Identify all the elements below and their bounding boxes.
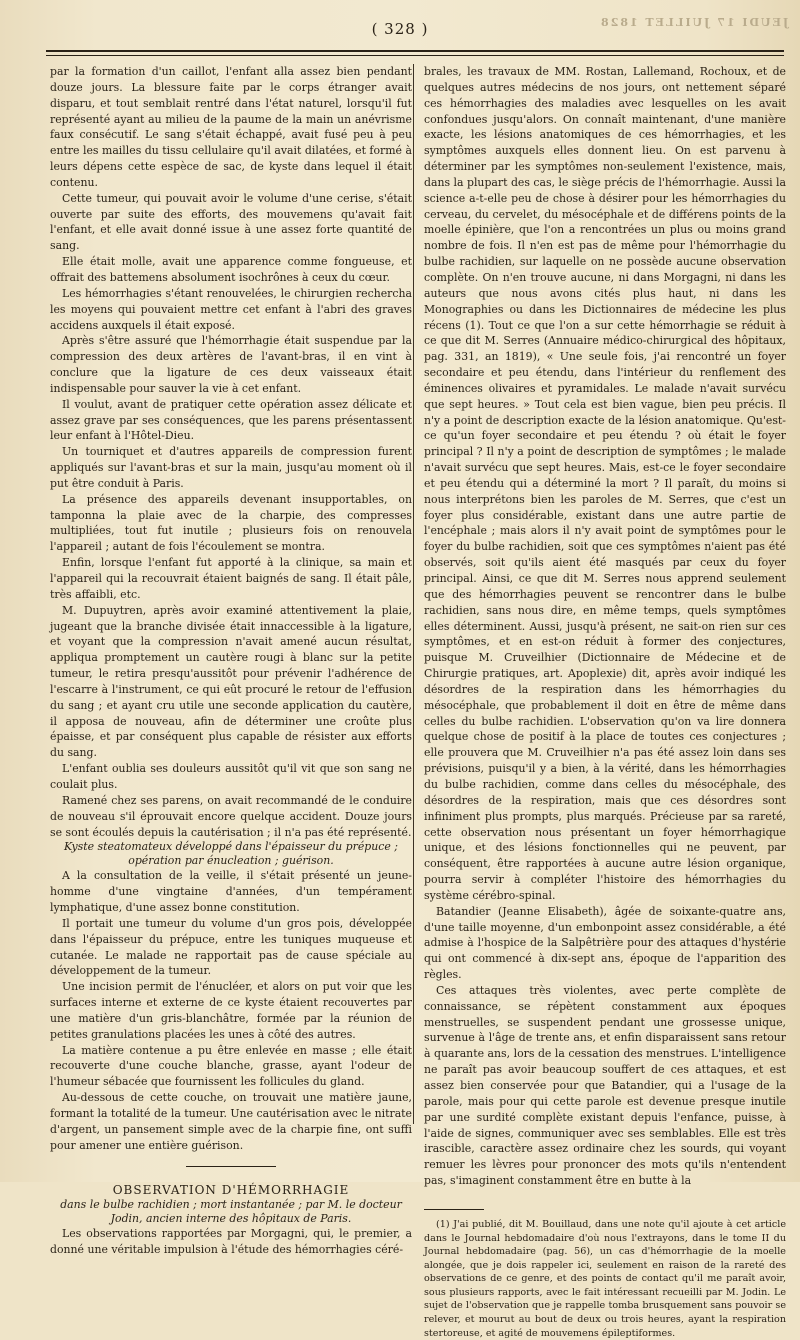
paragraph: Cette tumeur, qui pouvait avoir le volume d'une cerise, s'était ouverte par suite des efforts, des mouvemens qu'avait fait l'enfant, et elle avait donné issue à une assez forte quantité de sang. bbox=[50, 191, 412, 253]
paragraph: La matière contenue a pu être enlevée en masse ; elle était recouverte d'une couche blanche, grasse, ayant l'odeur de l'humeur sébacée que fournissent les follicules du gland. bbox=[50, 1043, 412, 1089]
section-byline: dans le bulbe rachidien ; mort instantanée ; par M. le docteur Jodin, ancien interne des hôpitaux de Paris. bbox=[60, 1198, 402, 1226]
paragraph: Batandier (Jeanne Elisabeth), âgée de soixante-quatre ans, d'une taille moyenne, d'un embonpoint assez considérable, a été admise à l'hospice de la Salpêtrière pour des attaques d'hystérie qui ont commencé à dix-sept ans, époque de l'apparition des règles. bbox=[424, 904, 786, 982]
header-rule bbox=[46, 50, 784, 52]
paragraph: La présence des appareils devenant insupportables, on tamponna la plaie avec de la charpie, des compresses multipliées, tout fut inutile ; plusieurs fois on renouvela l'appareil ; autant de fois l'écoulement se montra. bbox=[50, 492, 412, 554]
paragraph: Ces attaques très violentes, avec perte complète de connaissance, se répètent constamment aux époques menstruelles, se suspendent pendant une grossesse unique, survenue à l'âge de trente ans, et enfin disparaissent sans retour à quarante ans, lors de la cessation des menstrues. L'intelligence ne paraît pas avoir beaucoup souffert de ces attaques, et est assez bien conservée pour que Batandier, qui a l'usage de la parole, mais pour qui cette parole est devenue presque inutile par une surdité complète existant depuis l'enfance, puisse, à l'aide de signes, communiquer avec ses semblables. Elle est très irascible, caractère assez ordinaire chez les sourds, qui voyant remuer les lèvres pour prononcer des mots qu'ils n'entendent pas, s'imaginent constamment être en butte à la bbox=[424, 983, 786, 1188]
footnote-rule bbox=[424, 1209, 484, 1210]
left-column bbox=[50, 64, 413, 1257]
section-divider bbox=[186, 1166, 276, 1167]
paragraph: Les hémorrhagies s'étant renouvelées, le chirurgien rechercha les moyens qui pouvaient mettre cet enfant à l'abri des graves accidens auxquels il était exposé. bbox=[50, 286, 412, 332]
paragraph: Après s'être assuré que l'hémorrhagie était suspendue par la compression des deux artères de l'avant-bras, il en vint à conclure que la ligature de ces deux vaisseaux était indispensable pour sauver la vie à cet enfant. bbox=[50, 334, 412, 395]
paragraph: L'enfant oublia ses douleurs aussitôt qu'il vit que son sang ne coulait plus. bbox=[50, 762, 412, 791]
bleed-through-header: JEUDI 17 JUILLET 1828 bbox=[598, 16, 788, 29]
right-column bbox=[424, 64, 786, 1339]
header-rule-thin bbox=[46, 55, 784, 56]
paragraph: Une incision permit de l'énucléer, et alors on put voir que les surfaces interne et externe de ce kyste étaient recouvertes par une matière d'un gris-blanchâtre, formée par la réunion de petites granulations placées les unes à côté des autres. bbox=[50, 980, 412, 1041]
paragraph: Un tourniquet et d'autres appareils de compression furent appliqués sur l'avant-bras et sur la main, jusqu'au moment où il put être conduit à Paris. bbox=[50, 445, 412, 490]
section-title: OBSERVATION D'HÉMORRHAGIE bbox=[112, 1182, 350, 1197]
footnote-text: (1) J'ai publié, dit M. Bouillaud, dans une note qu'il ajoute à cet article dans le Journal hebdomadaire d'où nous l'extrayons, dans le tome II du Journal hebdomadaire (pag. 56), un cas d'hémorrhagie de la moelle alongée, que je dois rappeler ici, seulement en raison de la rareté des observations de ce genre, et des points de contact qu'il me paraît avoir, sous plusieurs rapports, avec le fait intéressant recueilli par M. Jodin. Le sujet de l'observation que je rappelle tomba brusquement sans pouvoir se relever, et mourut au bout de deux ou trois heures, ayant la respiration stertoreuse, et agité de mouvemens épileptiformes. bbox=[424, 1218, 786, 1339]
case-subheading: Kyste steatomateux développé dans l'épaisseur du prépuce ; opération par énucleation ; guérison. bbox=[64, 840, 398, 868]
column-divider bbox=[413, 64, 414, 1124]
paragraph: Elle était molle, avait une apparence comme fongueuse, et offrait des battemens absolument isochrônes à ceux du cœur. bbox=[50, 255, 412, 284]
paragraph: M. Dupuytren, après avoir examiné attentivement la plaie, jugeant que la branche divisée était innaccessible à la ligature, et voyant que la compression n'avait amené aucun résultat, appliqua promptement un cautère rougi à blanc sur la petite tumeur, le retira presqu'aussitôt pour prévenir l'adhérence de l'escarre à l'instrument, ce qui eût procuré le retour de l'effusion du sang ; et ayant cru utile une seconde application du cautère, il apposa de nouveau, afin de déterminer une croûte plus épaisse, et par conséquent plus capable de résister aux efforts du sang. bbox=[50, 603, 412, 760]
paragraph: A la consultation de la veille, il s'était présenté un jeune-homme d'une vingtaine d'années, d'un tempérament lymphatique, d'une assez bonne constitution. bbox=[50, 869, 412, 915]
paragraph: Ramené chez ses parens, on avait recommandé de le conduire de nouveau s'il éprouvait encore quelque accident. Douze jours se sont écoulés depuis la cautérisation ; il n'a pas été représenté. bbox=[50, 793, 412, 839]
paragraph: par la formation d'un caillot, l'enfant alla assez bien pendant douze jours. La blessure faite par le corps étranger avait disparu, et tout semblait rentré dans l'état naturel, lorsqu'il fut représenté ayant au milieu de la paume de la main un anévrisme faux consécutif. Le sang s'était échappé, avait fusé peu à peu entre les mailles du tissu cellulaire qu'il avait dilatées, et formé à leurs dépens cette espèce de sac, de kyste dans lequel il était contenu. bbox=[50, 65, 412, 189]
paragraph: Au-dessous de cette couche, on trouvait une matière jaune, formant la totalité de la tumeur. Une cautérisation avec le nitrate d'argent, un pansement simple avec de la charpie fine, ont suffi pour amener une entière guérison. bbox=[50, 1091, 413, 1152]
footnote bbox=[424, 1218, 786, 1340]
paragraph: Il voulut, avant de pratiquer cette opération assez délicate et assez grave par ses conséquences, que les parens présentassent leur enfant à l'Hôtel-Dieu. bbox=[50, 397, 412, 443]
paragraph: Enfin, lorsque l'enfant fut apporté à la clinique, sa main et l'appareil qui la recouvrait étaient baignés de sang. Il était pâle, très affaibli, etc. bbox=[50, 556, 412, 601]
page-number: ( 328 ) bbox=[371, 20, 429, 38]
paragraph: brales, les travaux de MM. Rostan, Lallemand, Rochoux, et de quelques autres médecins de nos jours, ont nettement séparé ces hémorrhagies des maladies avec lesquelles on les avait confondues jusqu'alors. On connaît maintenant, d'une manière exacte, les lésions anatomiques de ces hémorrhagies, et les symptômes auxquels elles donnent lieu. On est parvenu à déterminer par les symptômes non-seulement l'existence, mais, dans la plupart des cas, le siège précis de l'hémorrhagie. Aussi la science a-t-elle peu de chose à désirer pour les hémorrhagies du cerveau, du cervelet, du mésocéphale et de différens points de la moelle épinière, que l'on a rencontrées un plus ou moins grand nombre de fois. Il n'en est pas de même pour l'hémorrhagie du bulbe rachidien, sur laquelle on ne possède aucune observation complète. On n'en trouve aucune, ni dans Morgagni, ni dans les auteurs que nous avons cités plus haut, ni dans les Monographies ou dans les Dictionnaires de médecine les plus récens (1). Tout ce que l'on a sur cette hémorrhagie se réduit à ce que dit M. Serres (Annuaire médico-chirurgical des hôpitaux, pag. 331, an 1819), « Une seule fois, j'ai rencontré un foyer secondaire et peu étendu, dans l'intérieur du renflement des éminences olivaires et pyramidales. Le malade n'avait survécu que sept heures. » Tout cela est bien vague, bien peu précis. Il n'y a point de description exacte de la lésion anatomique. Qu'est-ce qu'un foyer secondaire et peu étendu ? où était le foyer principal ? Il n'y a point de description de symptômes ; le malade n'avait survécu que sept heures. Mais, est-ce le foyer secondaire et peu étendu qui a déterminé la mort ? Il paraît, du moins si nous interprétons bien les paroles de M. Serres, que c'est un foyer plus considérable, existant dans une autre partie de l'encéphale ; mais alors il n'y avait point de symptômes pour le foyer du bulbe rachidien, soit que ces symptômes n'aient pas été observés, soit qu'ils aient été masqués par ceux du foyer principal. Ainsi, ce que dit M. Serres nous apprend seulement que des hémorrhagies peuvent se rencontrer dans le bulbe rachidien, sans nous dire, en même temps, quels symptômes elles déterminent. Aussi, jusqu'à présent, ne sait-on rien sur ces symptômes, et en est-on réduit à former des conjectures, puisque M. Cruveilhier (Dictionnaire de Médecine et de Chirurgie pratiques, art. Apoplexie) dit, après avoir indiqué les désordres de la respiration dans les hémorrhagies du mésocéphale, que probablement il doit en être de même dans celles du bulbe rachidien. L'observation qu'on va lire donnera quelque chose de positif à la place de toutes ces conjectures ; elle prouvera que M. Cruveilhier n'a pas été assez loin dans ses prévisions, puisqu'il y a bien, à la vérité, dans les hémorrhagies du bulbe rachidien, comme dans celles du mésocéphale, des désordres de la respiration, mais que ces désordres sont infiniment plus prompts, plus marqués. Précieuse par sa rareté, cette observation nous présentant un foyer hémorrhagique unique, et des lésions fonctionnelles qui ne peuvent, par conséquent, être rapportées à aucune autre lésion organique, pourra servir à compléter l'histoire des hémorrhagies du système cérébro-spinal. bbox=[424, 65, 786, 902]
paragraph: Il portait une tumeur du volume d'un gros pois, développée dans l'épaisseur du prépuce, entre les tuniques muqueuse et cutanée. Le malade ne rapportait pas de cause spéciale au développement de la tumeur. bbox=[50, 916, 412, 978]
paragraph: Les observations rapportées par Morgagni, qui, le premier, a donné une véritable impulsion à l'étude des hémorrhagies céré- bbox=[50, 1227, 412, 1257]
